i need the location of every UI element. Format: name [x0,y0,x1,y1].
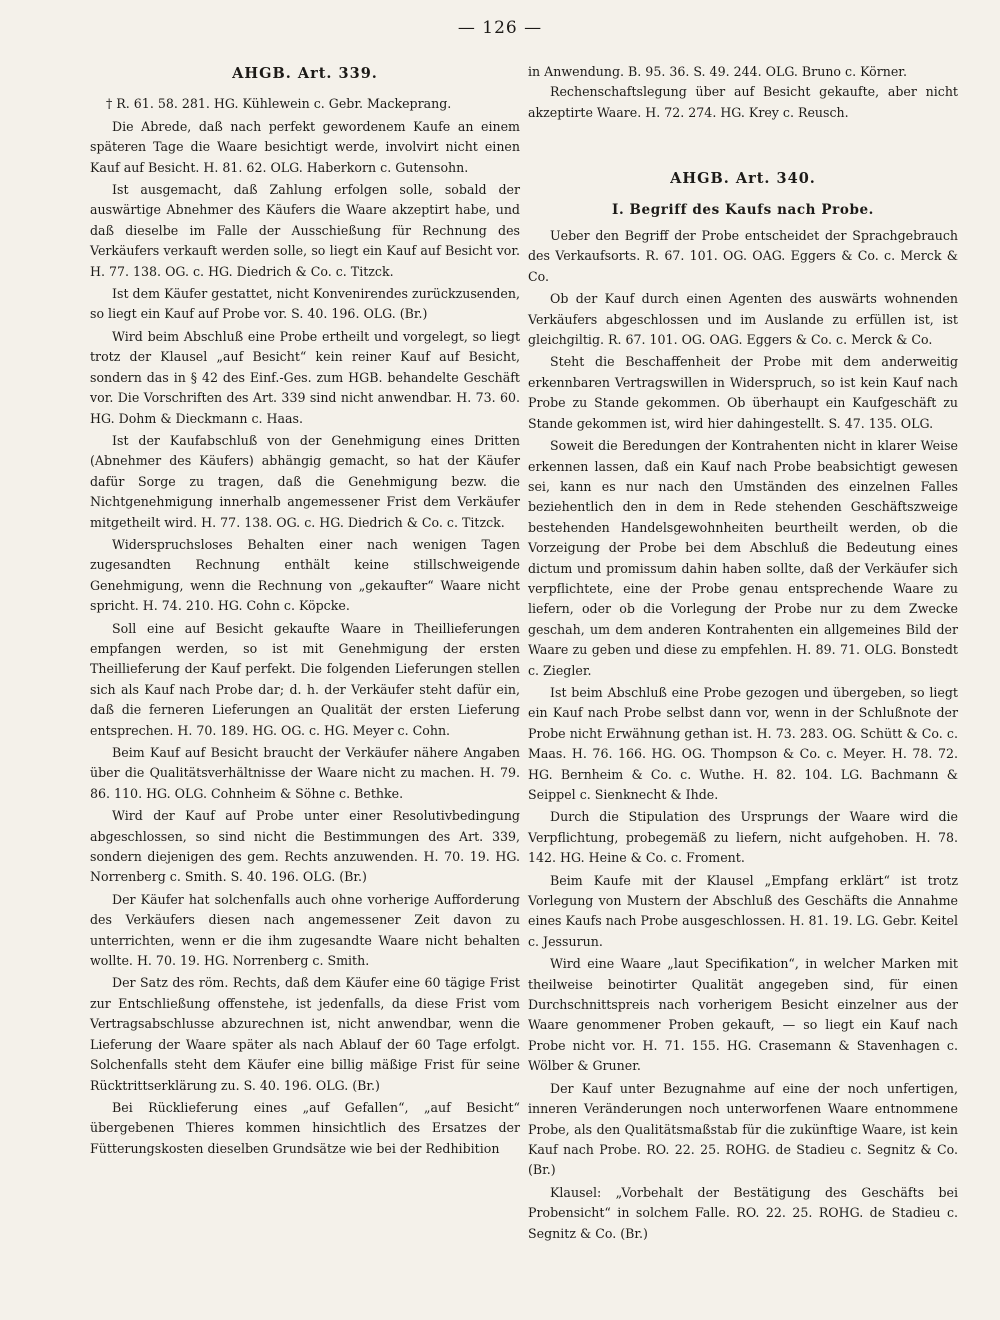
paragraph: Ueber den Begriff der Probe entscheidet der Sprachgebrauch des Verkaufsorts. R. 67. 101. OG. OAG. Eggers & Co. c. Merck & Co. [528,228,958,284]
paragraph: Der Kauf unter Bezugnahme auf eine der noch unfertigen, inneren Veränderungen noch unterworfenen Waare entnommene Probe, als den Qualitätsmaßstab für die zukünftige Waare, ist kein Kauf nach Probe. RO. 22. 25. ROHG. de Stadieu c. Segnitz & Co. (Br.) [528,1080,958,1178]
paragraph: Wird beim Abschluß eine Probe ertheilt und vorgelegt, so liegt trotz der Klausel „auf Besicht“ kein reiner Kauf auf Besicht, sondern das in § 42 des Einf.-Ges. zum HGB. behandelte Geschäft vor. Die Vorschriften des Art. 339 sind nicht anwendbar. H. 73. 60. HG. Dohm & Dieckmann c. Haas. [90,328,520,426]
paragraph: Ist beim Abschluß eine Probe gezogen und übergeben, so liegt ein Kauf nach Probe selbst dann vor, wenn in der Schlußnote der Probe nicht Erwähnung gethan ist. H. 73. 283. OG. Schütt & Co. c. Maas. H. 76. 166. HG. OG. Thompson & Co. c. Meyer. H. 78. 72. HG. Bernheim & Co. c. Wuthe. H. 82. 104. LG. Bachmann & Seippel c. Sienknecht & Ihde. [528,684,958,802]
left-column [90,62,520,1161]
paragraph: Rechenschaftslegung über auf Besicht gekaufte, aber nicht akzeptirte Waare. H. 72. 274. HG. Krey c. Reusch. [528,84,958,120]
paragraph: Klausel: „Vorbehalt der Bestätigung des Geschäfts bei Probensicht“ in solchem Falle. RO. 22. 25. ROHG. de Stadieu c. Segnitz & Co. (Br.) [528,1184,958,1241]
paragraph: Wird der Kauf auf Probe unter einer Resolutivbedingung abgeschlossen, so sind nicht die Bestimmungen des Art. 339, sondern diejenigen des gem. Rechts anzuwenden. H. 70. 19. HG. Norrenberg c. Smith. S. 40. 196. OLG. (Br.) [90,808,520,885]
paragraph: Widerspruchsloses Behalten einer nach wenigen Tagen zugesandten Rechnung enthält keine stillschweigende Genehmigung, wenn die Rechnung von „gekaufter“ Waare nicht spricht. H. 74. 210. HG. Cohn c. Köpcke. [90,536,520,614]
paragraph: Beim Kauf auf Besicht braucht der Verkäufer nähere Angaben über die Qualitätsverhältnisse der Waare nicht zu machen. H. 79. 86. 110. HG. OLG. Cohnheim & Söhne c. Bethke. [90,745,520,801]
paragraph: Ob der Kauf durch einen Agenten des auswärts wohnenden Verkäufers abgeschlossen und im Auslande zu erfüllen ist, ist gleichgiltig. R. 67. 101. OG. OAG. Eggers & Co. c. Merck & Co. [528,291,958,348]
section-heading-art-339: AHGB. Art. 339. [232,65,378,82]
paragraph: Steht die Beschaffenheit der Probe mit dem anderweitig erkennbaren Vertragswillen in Widerspruch, so ist kein Kauf nach Probe zu Stande gekommen. Ob überhaupt ein Kaufgeschäft zu Stande gekommen ist, wird hier dahingestellt. S. 47. 135. OLG. [528,354,958,431]
section-heading-art-340: AHGB. Art. 340. [670,170,816,188]
paragraph: Ist ausgemacht, daß Zahlung erfolgen solle, sobald der auswärtige Abnehmer des Käufers die Waare akzeptirt habe, und daß dieselbe im Falle der Ausschießung für Rechnung des Verkäufers verkauft werden solle, so liegt ein Kauf auf Besicht vor. H. 77. 138. OG. c. HG. Diedrich & Co. c. Titzck. [90,182,520,279]
paragraph: Soll eine auf Besicht gekaufte Waare in Theillieferungen empfangen werden, so ist mit Genehmigung der ersten Theillieferung der Kauf perfekt. Die folgenden Lieferungen stellen sich als Kauf nach Probe dar; d. h. der Verkäufer steht dafür ein, daß die ferneren Lieferungen an Qualität der ersten Lieferung entsprechen. H. 70. 189. HG. OG. c. HG. Meyer c. Cohn. [90,620,520,738]
paragraph: † R. 61. 58. 281. HG. Kühlewein c. Gebr. Mackeprang. [106,96,452,112]
paragraph: Ist dem Käufer gestattet, nicht Konvenirendes zurückzusenden, so liegt ein Kauf auf Probe vor. S. 40. 196. OLG. (Br.) [90,286,520,322]
paragraph: Bei Rücklieferung eines „auf Gefallen“, „auf Besicht“ übergebenen Thieres kommen hinsichtlich des Ersatzes der Fütterungskosten dieselben Grundsätze wie bei der Redhibition [90,1099,520,1156]
paragraph: Soweit die Beredungen der Kontrahenten nicht in klarer Weise erkennen lassen, daß ein Kauf nach Probe beabsichtigt gewesen sei, kann es nur nach den Umständen des einzelnen Falles beziehentlich den in dem in Rede stehenden Geschäftszweige bestehenden Handelsgewohnheiten beurtheilt werden, ob die Vorzeigung der Probe bei dem Abschluß die Bedeutung eines dictum und promissum dahin haben sollte, daß der Verkäufer sich verpflichtete, eine der Probe genau entsprechende Waare zu liefern, oder ob die Vorlegung der Probe nur zu dem Zwecke geschah, um dem anderen Kontrahenten ein allgemeines Bild der Waare zu geben und diese zu empfehlen. H. 89. 71. OLG. Bonstedt c. Ziegler. [528,438,958,678]
paragraph: Die Abrede, daß nach perfekt gewordenem Kaufe an einem späteren Tage die Waare besichtigt werde, involvirt nicht einen Kauf auf Besicht. H. 81. 62. OLG. Haberkorn c. Gutensohn. [90,118,520,175]
paragraph: Wird eine Waare „laut Specifikation“, in welcher Marken mit theilweise beinotirter Qualität angegeben sind, für einen Durchschnittspreis nach vorherigem Besicht einzelner aus der Waare genommener Proben gekauft, — so liegt ein Kauf nach Probe nicht vor. H. 71. 155. HG. Crasemann & Stavenhagen c. Wölber & Gruner. [528,956,958,1074]
paragraph: Durch die Stipulation des Ursprungs der Waare wird die Verpflichtung, probegemäß zu liefern, nicht aufgehoben. H. 78. 142. HG. Heine & Co. c. Froment. [528,809,958,866]
paragraph: Beim Kaufe mit der Klausel „Empfang erklärt“ ist trotz Vorlegung von Mustern der Abschluß des Geschäfts die Annahme eines Kaufs nach Probe ausgeschlossen. H. 81. 19. LG. Gebr. Keitel c. Jessurun. [528,872,958,949]
paragraph: Ist der Kaufabschluß von der Genehmigung eines Dritten (Abnehmer des Käufers) abhängig gemacht, so hat der Käufer dafür Sorge zu tragen, daß die Genehmigung bezw. die Nichtgenehmigung innerhalb angemessener Frist dem Verkäufer mitgetheilt wird. H. 77. 138. OG. c. HG. Diedrich & Co. c. Titzck. [90,432,520,530]
subsection-heading: I. Begriff des Kaufs nach Probe. [612,201,874,218]
right-column [528,62,958,1246]
paragraph: Der Käufer hat solchenfalls auch ohne vorherige Aufforderung des Verkäufers diesen nach angemessener Zeit davon zu unterrichten, wenn er die ihm zugesandte Waare nicht behalten wollte. H. 70. 19. HG. Norrenberg c. Smith. [90,891,520,969]
page-number: — 126 — [457,18,543,38]
paragraph: Der Satz des röm. Rechts, daß dem Käufer eine 60 tägige Frist zur Entschließung offenstehe, ist jedenfalls, da diese Frist vom Vertragsabschlusse abzurechnen ist, nicht anwendbar, wenn die Lieferung der Waare später als nach Ablauf der 60 Tage erfolgt. Solchenfalls steht dem Käufer eine billig mäßige Frist für seine Rücktrittserklärung zu. S. 40. 196. OLG. (Br.) [90,975,520,1093]
carry-over-paragraph: in Anwendung. B. 95. 36. S. 49. 244. OLG. Bruno c. Körner. [528,64,907,79]
